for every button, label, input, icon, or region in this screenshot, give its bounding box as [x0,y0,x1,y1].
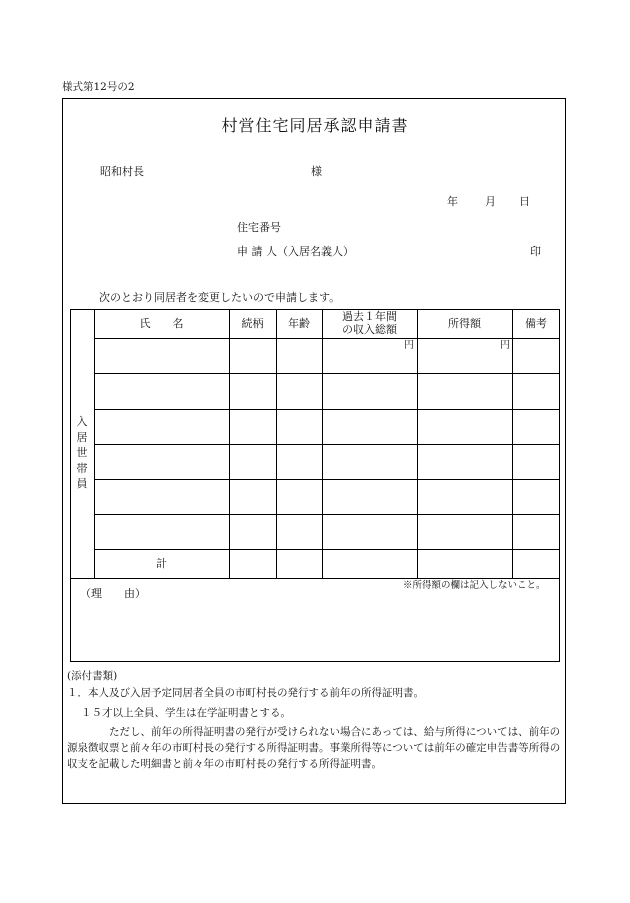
header-income-line2: の収入総額 [342,322,397,336]
header-age: 年齢 [288,317,310,330]
date-month-label: 月 [485,195,496,208]
header-income-line1: 過去１年間 [342,310,397,323]
seal-mark: 印 [530,245,541,258]
applicant-label: 申 請 人（入居名義人） [237,245,354,258]
header-name: 氏 名 [139,317,184,330]
attachments-title: (添付書類) [67,670,118,682]
header-earned: 所得額 [448,317,481,330]
table-row-divider [94,338,560,339]
attachment-paragraph: ただし、前年の所得証明書の発行が受けられない場合にあっては、給与所得については、前年の源泉徴収票と前々年の市町村長の発行する所得証明書。事業所得等については前年の確定申告書等所得の収支を記載した明細書と前々年の市町村長の発行する所得証明書。 [67,726,561,770]
addressee: 昭和村長 [100,165,144,178]
attachment-item-1: １．本人及び入居予定同居者全員の市町村長の発行する前年の所得証明書。 [67,687,424,699]
header-remarks: 備考 [525,317,547,330]
date-year-label: 年 [447,195,458,208]
table-row-divider [94,373,560,374]
household-table [70,309,560,662]
intro-text: 次のとおり同居者を変更したいので申請します。 [99,291,341,304]
attachment-item-2: １５才以上全員、学生は在学証明書とする。 [81,707,291,719]
table-row-divider [94,479,560,480]
table-row-divider [94,549,560,550]
housing-number-label: 住宅番号 [237,221,281,234]
household-members-label: 入居世帯員 [76,415,88,490]
total-label: 計 [156,557,167,570]
header-income [322,311,417,336]
yen-unit-earned: 円 [500,340,510,351]
document-title: 村営住宅同居承認申請書 [221,116,409,135]
table-row-divider [94,409,560,410]
table-row-divider [94,514,560,515]
yen-unit-income: 円 [404,340,414,351]
table-row-divider [70,578,560,579]
note-text: ※所得額の欄は記入しないこと。 [403,580,546,591]
table-row-divider [94,444,560,445]
form-number-label: 様式第12号の2 [62,81,135,93]
header-relation: 続柄 [241,317,264,330]
honorific: 様 [311,165,322,178]
reason-label: （理 由） [80,587,146,600]
date-day-label: 日 [519,195,530,208]
